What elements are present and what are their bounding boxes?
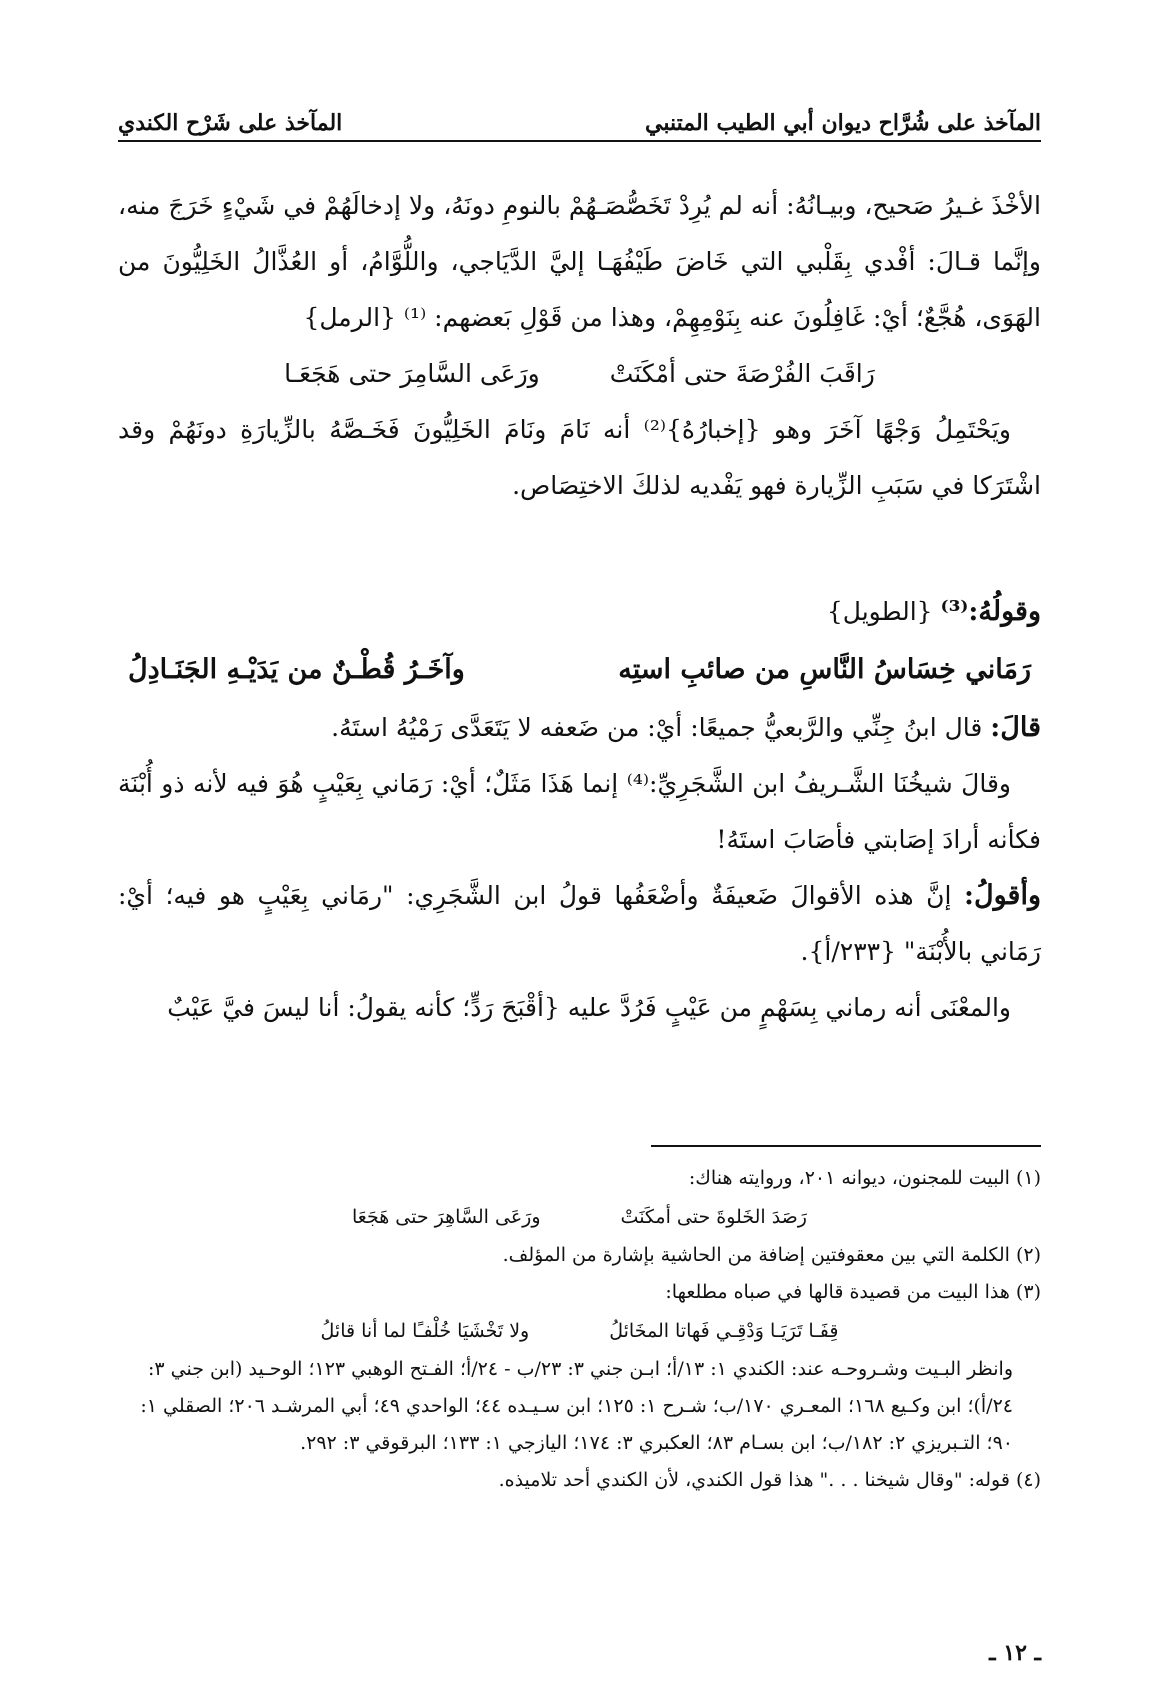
- verse-first-hemistich: رَاقَبَ الفُرْصَةَ حتى أمْكَنَتْ: [609, 359, 875, 388]
- paragraph-qala: [118, 700, 1041, 756]
- footnote-2: (٢) الكلمة التي بين معقوفتين إضافة من الحاشية بإشارة من المؤلف.: [502, 1244, 1041, 1266]
- footnotes: [118, 1160, 1041, 1499]
- fn-verse-first-hemistich: رَصَدَ الخَلوةَ حتى أمكَنَتْ: [620, 1206, 807, 1228]
- footnote-1: (١) البيت للمجنون، ديوانه ٢٠١، وروايته هناك:: [688, 1167, 1041, 1189]
- main-text: [118, 178, 1041, 1036]
- verse-tawil: [118, 640, 1041, 700]
- footnote-4: (٤) قوله: "وقال شيخنا . . ." هذا قول الكندي، لأن الكندي أحد تلاميذه.: [498, 1469, 1041, 1491]
- footnote-rule: [651, 1145, 1041, 1147]
- running-header: [118, 92, 1041, 136]
- verse-first-hemistich: رَمَاني خِسَاسُ النَّاسِ من صائبِ استِه: [618, 654, 1031, 685]
- aqulu-text: إنَّ هذه الأقوالَ ضَعيفَةٌ وأضْعَفُها قولُ ابن الشَّجَرِي: "رمَاني بِعَيْبٍ هو فيه؛ أيْ: رَمَاني بالأُبْنَة" {٢٣٣/أ}.: [118, 881, 1041, 966]
- footnote-3: (٣) هذا البيت من قصيدة قالها في صباه مطلعها:: [665, 1281, 1041, 1303]
- qawluh-heading: [118, 584, 1041, 640]
- verse-second-hemistich: ورَعَى السَّامِرَ حتى هَجَعَـا: [284, 359, 540, 388]
- footnote-3-verse: [118, 1311, 1041, 1351]
- fn-verse-second-hemistich: ولا تَخْشَيَا خُلْفـًا لما أنا قائلُ: [320, 1320, 530, 1342]
- qala-text: قال ابنُ جِنِّي والرَّبعيُّ جميعًا: أيْ: من ضَعفه لا يَتَعَدَّى رَمْيُهُ استَهُ.: [331, 713, 983, 742]
- section-gap: [118, 514, 1041, 584]
- header-rule: [118, 140, 1041, 142]
- verse-ramal: [118, 346, 1041, 402]
- aqulu-label: وأقولُ:: [964, 880, 1041, 911]
- paragraph-4: والمعْنَى أنه رماني بِسَهْمٍ من عَيْبٍ فَرُدَّ عليه {أقْبَحَ رَدٍّ؛ كأنه يقولُ: أنا ليسَ فيَّ عَيْبٌ: [167, 993, 1011, 1022]
- meter-name: {الطويل}: [826, 597, 933, 626]
- page-number: ـ ١٢ ـ: [989, 1640, 1041, 1666]
- header-section-title: المآخذ على شَرْح الكندي: [118, 110, 343, 136]
- qawluh-label: وقولُهُ:⁽³⁾: [940, 596, 1041, 627]
- paragraph-aqulu: [118, 868, 1041, 980]
- verse-second-hemistich: وآخَـرُ قُطْـنٌ من يَدَيْـهِ الجَنَـادِلُ: [128, 654, 465, 685]
- fn-verse-first-hemistich: قِفَـا تَرَيَـا وَدْقِـي فَهاتا المخَائلُ: [609, 1320, 839, 1342]
- paragraph-3: وقالَ شيخُنَا الشَّـريفُ ابن الشَّجَرِيِّ:⁽⁴⁾ إنما هَذَا مَثَلٌ؛ أيْ: رَمَاني بِعَيْبٍ هُوَ فيه لأنه ذو أُبْنَة فكأنه أرادَ إصَابتي فأصَابَ استَهُ!: [118, 769, 1041, 854]
- fn-verse-second-hemistich: ورَعَى السَّاهِرَ حتى هَجَعَا: [352, 1206, 541, 1228]
- paragraph-1: الأخْذَ غـيرُ صَحيح، وبيـانُهُ: أنه لم يُرِدْ تَخَصُّصَـهُمْ بالنومِ دونَهُ، ولا إدخالَهُمْ في شَيْءٍ خَرَجَ منه، وإنَّما قـالَ: أفْدي بِقَلْبي التي خَاضَ طَيْفُهَـا إليَّ الدَّيَاجي، واللُّوَّامُ، أو العُذَّالُ الخَلِيُّونَ من الهَوَى، هُجَّعٌ؛ أيْ: غَافِلُونَ عنه بِنَوْمِهِمْ، وهذا من قَوْلِ بَعضهم: ⁽¹⁾ {الرمل}: [118, 191, 1041, 332]
- header-book-title: المآخذ على شُرَّاح ديوان أبي الطيب المتنبي: [645, 110, 1041, 136]
- footnote-1-verse: [118, 1197, 1041, 1237]
- qala-label: قالَ:: [990, 712, 1041, 743]
- paragraph-2: ويَحْتَمِلُ وَجْهًا آخَرَ وهو {إخبارُهُ}⁽²⁾ أنه نَامَ ونَامَ الخَلِيُّونَ فَخَـصَّهُ بالزِّيارَةِ دونَهُمْ وقد اشْتَرَكا في سَبَبِ الزِّيارة فهو يَفْديه لذلكَ الاختِصَاص.: [118, 415, 1041, 500]
- footnote-3-references: وانظر البـيت وشـروحـه عند: الكندي ١: ١٣/أ؛ ابـن جني ٣: ٢٣/ب - ٢٤/أ؛ الفـتح الوهبي ١٢٣؛ الوحـيد (ابن جني ٣: ٢٤/أ)؛ ابن وكـيع ١٦٨؛ المعـري ١٧٠/ب؛ شـرح ١: ١٢٥؛ ابن سـيـده ٤٤؛ الواحدي ٤٩؛ أبي المرشـد ٢٠٦؛ الصقلي ١: ٩٠؛ التـبريزي ٢: ١٨٢/ب؛ ابن بسـام ٨٣؛ العكبري ٣: ١٧٤؛ اليازجي ١: ١٣٣؛ البرقوقي ٣: ٢٩٢.: [140, 1358, 1013, 1454]
